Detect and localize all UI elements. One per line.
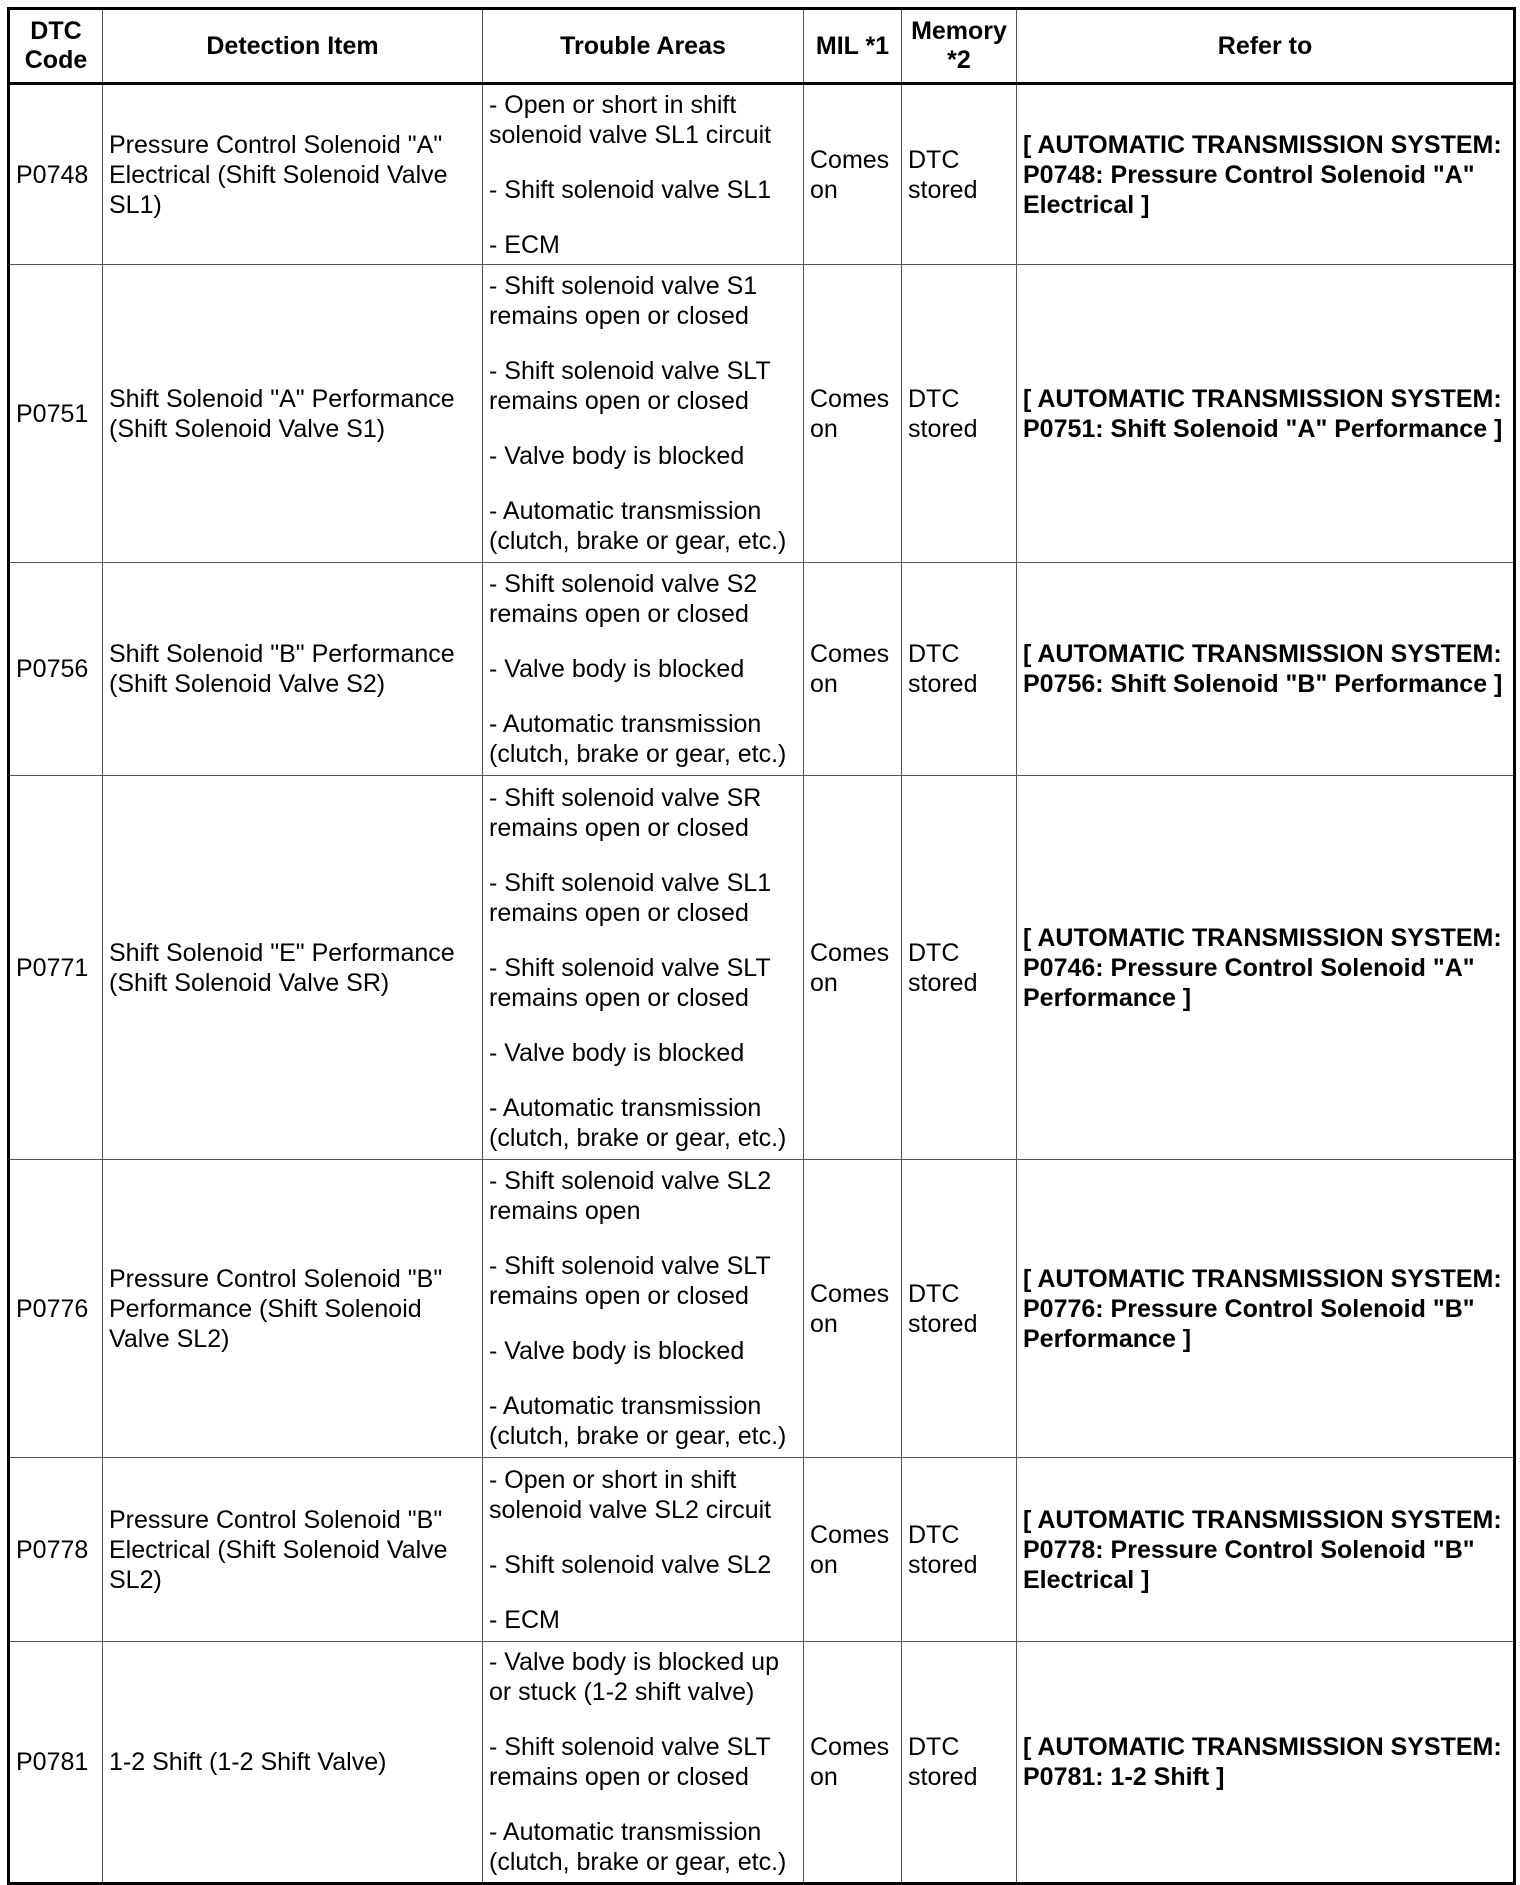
trouble-areas	[483, 84, 804, 265]
trouble-areas	[483, 1160, 804, 1458]
memory-status: DTC stored	[902, 776, 1017, 1160]
trouble-item: - Valve body is blocked	[489, 1337, 745, 1365]
trouble-item: - Automatic transmission (clutch, brake or gear, etc.)	[489, 1392, 787, 1450]
header-refer-to: Refer to	[1017, 9, 1515, 84]
table-row	[9, 84, 1515, 265]
dtc-code: P0756	[9, 563, 103, 776]
trouble-areas	[483, 776, 804, 1160]
trouble-item: - Shift solenoid valve S1 remains open or closed	[489, 272, 758, 330]
dtc-table	[7, 7, 1516, 1885]
detection-item: 1-2 Shift (1-2 Shift Valve)	[103, 1642, 483, 1884]
trouble-item: - Valve body is blocked up or stuck (1-2 shift valve)	[489, 1648, 779, 1706]
trouble-item: - ECM	[489, 230, 560, 259]
refer-link-cell	[1017, 1160, 1515, 1458]
trouble-item: - Shift solenoid valve SR remains open or closed	[489, 783, 762, 842]
detection-item: Shift Solenoid "B" Performance (Shift Solenoid Valve S2)	[103, 563, 483, 776]
trouble-item: - Shift solenoid valve S2 remains open or closed	[489, 570, 758, 628]
table-row	[9, 1458, 1515, 1642]
trouble-areas	[483, 265, 804, 563]
refer-link[interactable]: [ AUTOMATIC TRANSMISSION SYSTEM: P0781: 1-2 Shift ]	[1023, 1733, 1502, 1791]
header-memory: Memory *2	[902, 9, 1017, 84]
refer-link-cell	[1017, 1458, 1515, 1642]
header-trouble-areas: Trouble Areas	[483, 9, 804, 84]
mil-status: Comes on	[804, 1458, 902, 1642]
detection-item: Shift Solenoid "A" Performance (Shift Solenoid Valve S1)	[103, 265, 483, 563]
memory-status: DTC stored	[902, 1458, 1017, 1642]
header-row	[9, 9, 1515, 84]
trouble-item: - Shift solenoid valve SL1 remains open or closed	[489, 868, 772, 927]
dtc-code: P0748	[9, 84, 103, 265]
trouble-item: - Shift solenoid valve SL1	[489, 175, 772, 204]
dtc-code: P0776	[9, 1160, 103, 1458]
mil-status: Comes on	[804, 1160, 902, 1458]
trouble-item: - Automatic transmission (clutch, brake or gear, etc.)	[489, 497, 787, 555]
refer-link[interactable]: [ AUTOMATIC TRANSMISSION SYSTEM: P0756: Shift Solenoid "B" Performance ]	[1023, 640, 1503, 698]
refer-link-cell	[1017, 265, 1515, 563]
memory-status: DTC stored	[902, 265, 1017, 563]
memory-status: DTC stored	[902, 84, 1017, 265]
refer-link[interactable]: [ AUTOMATIC TRANSMISSION SYSTEM: P0776: Pressure Control Solenoid "B" Performance ]	[1023, 1264, 1502, 1353]
detection-item: Pressure Control Solenoid "A" Electrical (Shift Solenoid Valve SL1)	[103, 84, 483, 265]
table-row	[9, 1160, 1515, 1458]
refer-link[interactable]: [ AUTOMATIC TRANSMISSION SYSTEM: P0751: Shift Solenoid "A" Performance ]	[1023, 384, 1503, 443]
trouble-item: - Shift solenoid valve SL2 remains open	[489, 1167, 772, 1225]
table-row	[9, 776, 1515, 1160]
trouble-item: - Automatic transmission (clutch, brake or gear, etc.)	[489, 1093, 787, 1152]
mil-status: Comes on	[804, 265, 902, 563]
mil-status: Comes on	[804, 1642, 902, 1884]
trouble-areas	[483, 563, 804, 776]
trouble-item: - Automatic transmission (clutch, brake or gear, etc.)	[489, 710, 787, 768]
trouble-item: - Shift solenoid valve SLT remains open or closed	[489, 357, 771, 415]
trouble-item: - Valve body is blocked	[489, 442, 745, 470]
trouble-item: - Shift solenoid valve SLT remains open or closed	[489, 1733, 771, 1791]
refer-link-cell	[1017, 776, 1515, 1160]
refer-link[interactable]: [ AUTOMATIC TRANSMISSION SYSTEM: P0778: Pressure Control Solenoid "B" Electrical ]	[1023, 1505, 1502, 1594]
memory-status: DTC stored	[902, 1642, 1017, 1884]
memory-status: DTC stored	[902, 563, 1017, 776]
trouble-item: - Shift solenoid valve SLT remains open or closed	[489, 953, 771, 1012]
table-row	[9, 265, 1515, 563]
trouble-item: - ECM	[489, 1605, 560, 1634]
trouble-item: - Automatic transmission (clutch, brake or gear, etc.)	[489, 1818, 787, 1876]
trouble-item: - Valve body is blocked	[489, 1038, 745, 1067]
detection-item: Pressure Control Solenoid "B" Electrical (Shift Solenoid Valve SL2)	[103, 1458, 483, 1642]
mil-status: Comes on	[804, 563, 902, 776]
header-mil: MIL *1	[804, 9, 902, 84]
detection-item: Pressure Control Solenoid "B" Performance (Shift Solenoid Valve SL2)	[103, 1160, 483, 1458]
trouble-item: - Open or short in shift solenoid valve SL1 circuit	[489, 90, 772, 149]
mil-status: Comes on	[804, 776, 902, 1160]
refer-link[interactable]: [ AUTOMATIC TRANSMISSION SYSTEM: P0746: Pressure Control Solenoid "A" Performance ]	[1023, 923, 1502, 1012]
trouble-item: - Shift solenoid valve SLT remains open or closed	[489, 1252, 771, 1310]
refer-link[interactable]: [ AUTOMATIC TRANSMISSION SYSTEM: P0748: Pressure Control Solenoid "A" Electrical ]	[1023, 130, 1502, 219]
header-detection-item: Detection Item	[103, 9, 483, 84]
detection-item: Shift Solenoid "E" Performance (Shift Solenoid Valve SR)	[103, 776, 483, 1160]
table-row	[9, 1642, 1515, 1884]
trouble-item: - Valve body is blocked	[489, 655, 745, 683]
trouble-areas	[483, 1458, 804, 1642]
trouble-areas	[483, 1642, 804, 1884]
memory-status: DTC stored	[902, 1160, 1017, 1458]
table-row	[9, 563, 1515, 776]
trouble-item: - Shift solenoid valve SL2	[489, 1550, 772, 1579]
dtc-code: P0751	[9, 265, 103, 563]
trouble-item: - Open or short in shift solenoid valve SL2 circuit	[489, 1465, 772, 1524]
dtc-code: P0778	[9, 1458, 103, 1642]
dtc-code: P0771	[9, 776, 103, 1160]
refer-link-cell	[1017, 1642, 1515, 1884]
mil-status: Comes on	[804, 84, 902, 265]
header-dtc-code: DTC Code	[9, 9, 103, 84]
refer-link-cell	[1017, 84, 1515, 265]
refer-link-cell	[1017, 563, 1515, 776]
dtc-code: P0781	[9, 1642, 103, 1884]
